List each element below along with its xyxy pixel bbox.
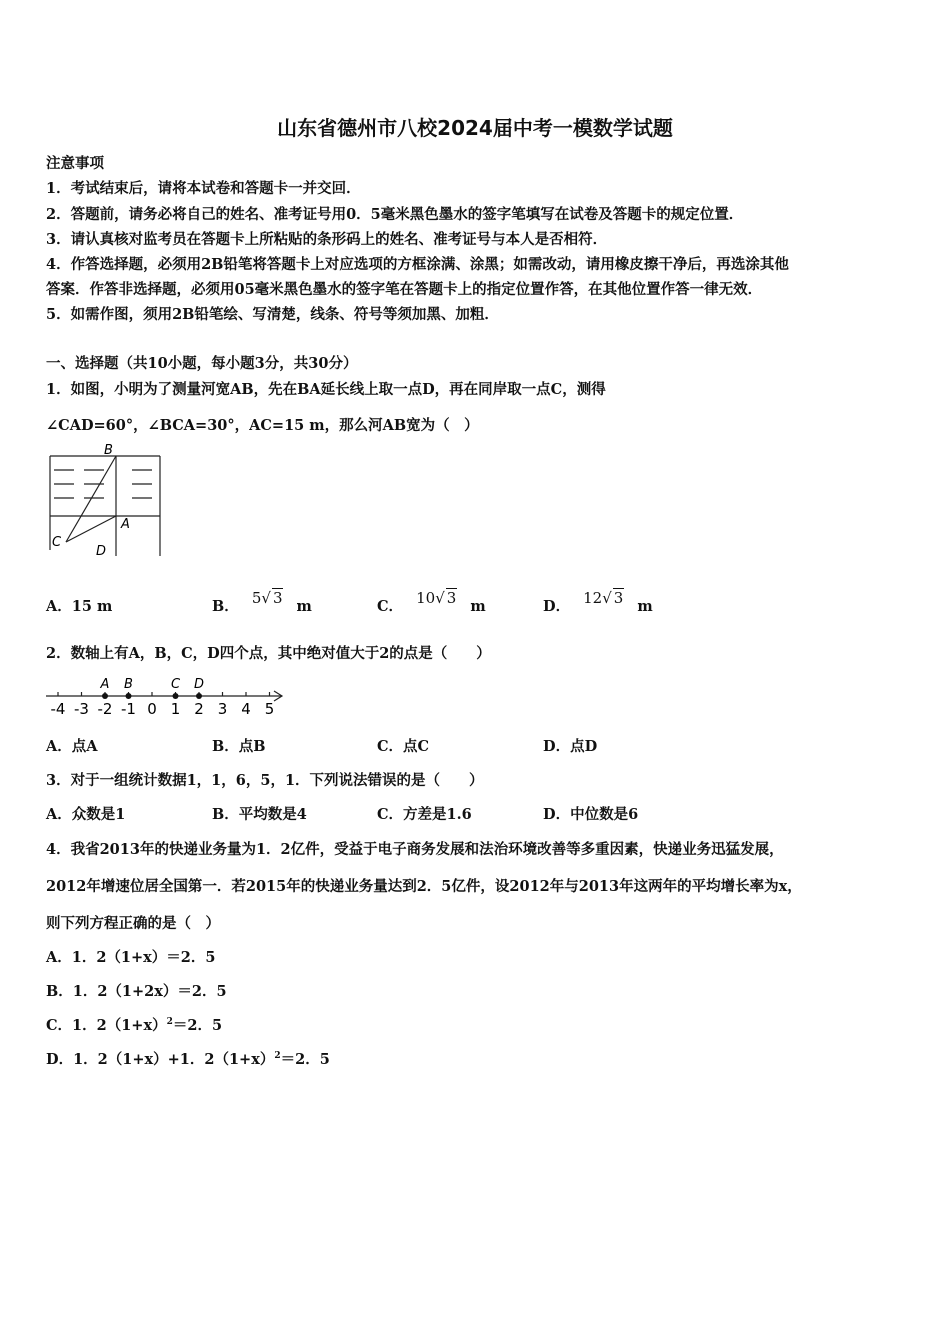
coef: 10 [416, 589, 436, 607]
notice-item: 5．如需作图，须用2B铅笔绘、写清楚，线条、符号等须加黑、加粗． [46, 306, 499, 323]
tick-label: 0 [147, 700, 157, 718]
notice-item: 答案．作答非选择题，必须用05毫米黑色墨水的签字笔在答题卡上的指定位置作答，在其他位置作答一律无效． [46, 281, 763, 298]
page-title: 山东省德州市八校2024届中考一模数学试题 [277, 116, 673, 140]
q4-option-b: B．1．2（1+2x）＝2．5 [46, 983, 227, 1000]
tick-label: 3 [217, 700, 228, 718]
sqrt-expression: 5√ 3 [251, 589, 283, 607]
q2-option-a: A．点A [46, 738, 98, 755]
option-main: C．1．2（1+x） [46, 1017, 167, 1034]
tick-label: 4 [241, 700, 251, 718]
q3-option-c: C．方差是1.6 [377, 806, 472, 823]
label-d: D [96, 544, 107, 559]
sqrt-expression: 10√ 3 [416, 589, 457, 607]
q3-option-b: B．平均数是4 [212, 806, 307, 823]
notice-item: 4．作答选择题，必须用2B铅笔将答题卡上对应选项的方框涂满、涂黑；如需改动，请用橡皮擦干净后，再选涂其他 [46, 256, 789, 273]
tick-label: 1 [170, 700, 181, 718]
exponent: 2 [274, 1051, 281, 1062]
tick-label: -3 [74, 700, 89, 718]
label-a: A [121, 517, 130, 532]
tick-label: 5 [264, 700, 275, 718]
q1-option-b [212, 589, 312, 616]
option-prefix: B． [212, 598, 239, 615]
option-prefix: C． [377, 598, 404, 615]
q1-option-a: A．15 m [46, 598, 113, 615]
point-label: C [170, 677, 181, 692]
notice-item: 2．答题前，请务必将自己的姓名、准考证号用0．5毫米黑色墨水的签字笔填写在试卷及答题卡的规定位置． [46, 206, 744, 223]
question-4-stem: 4．我省2013年的快递业务量为1．2亿件，受益于电子商务发展和法治环境改善等多重因素，快递业务迅猛发展， [46, 841, 784, 858]
radicand: 3 [446, 589, 457, 607]
q1-option-c [377, 589, 486, 616]
point-label: D [193, 677, 205, 692]
option-main: D．1．2（1+x）+1．2（1+x） [46, 1051, 275, 1068]
q3-option-a: A．众数是1 [46, 806, 126, 823]
exponent: 2 [166, 1017, 173, 1028]
unit: m [470, 598, 486, 615]
q2-option-b: B．点B [212, 738, 266, 755]
number-line [44, 672, 288, 720]
notice-item: 1．考试结束后，请将本试卷和答题卡一并交回． [46, 180, 361, 197]
point-marker [126, 693, 132, 699]
point-marker [102, 693, 108, 699]
q2-option-d: D．点D [543, 738, 598, 755]
unit: m [296, 598, 312, 615]
question-1-stem: 1．如图，小明为了测量河宽AB，先在BA延长线上取一点D，再在同岸取一点C，测得 [46, 381, 606, 398]
option-tail: ＝2．5 [280, 1051, 330, 1068]
q1-option-d [543, 589, 653, 616]
tick-label: -1 [121, 700, 136, 718]
question-3-stem: 3．对于一组统计数据1，1，6，5，1．下列说法错误的是（ ） [46, 772, 484, 789]
tick-label: -4 [50, 700, 66, 718]
coef: 5 [251, 589, 262, 607]
coef: 12 [583, 589, 603, 607]
notice-item: 3．请认真核对监考员在答题卡上所粘贴的条形码上的姓名、准考证号与本人是否相符． [46, 231, 608, 248]
sqrt-expression: 12√ 3 [583, 589, 624, 607]
question-4-stem-line2: 2012年增速位居全国第一．若2015年的快递业务量达到2．5亿件，设2012年与2013年这两年的平均增长率为x， [46, 878, 802, 895]
notice-heading: 注意事项 [46, 155, 104, 172]
radicand: 3 [613, 589, 624, 607]
river-figure [44, 440, 166, 562]
q4-option-d [46, 1048, 330, 1069]
section-heading: 一、选择题（共10小题，每小题3分，共30分） [46, 355, 358, 372]
question-2-stem: 2．数轴上有A，B，C，D四个点，其中绝对值大于2的点是（ ） [46, 645, 491, 662]
q4-option-c [46, 1014, 222, 1035]
point-marker [173, 693, 179, 699]
tick-label: 2 [194, 700, 204, 718]
point-label: B [124, 677, 133, 692]
label-b: B [104, 443, 113, 458]
point-marker [196, 693, 202, 699]
option-tail: ＝2．5 [172, 1017, 223, 1034]
q3-option-d: D．中位数是6 [543, 806, 639, 823]
point-label: A [100, 677, 110, 692]
label-c: C [52, 535, 62, 550]
question-4-stem-line3: 则下列方程正确的是（ ） [46, 915, 220, 932]
unit: m [637, 598, 653, 615]
q2-option-c: C．点C [377, 738, 430, 755]
tick-label: -2 [97, 700, 113, 718]
q4-option-a: A．1．2（1+x）＝2．5 [46, 949, 216, 966]
question-1-stem-line2: ∠CAD=60°，∠BCA=30°，AC=15 m，那么河AB宽为（ ） [46, 417, 479, 434]
option-prefix: D． [543, 598, 571, 615]
radicand: 3 [272, 589, 283, 607]
